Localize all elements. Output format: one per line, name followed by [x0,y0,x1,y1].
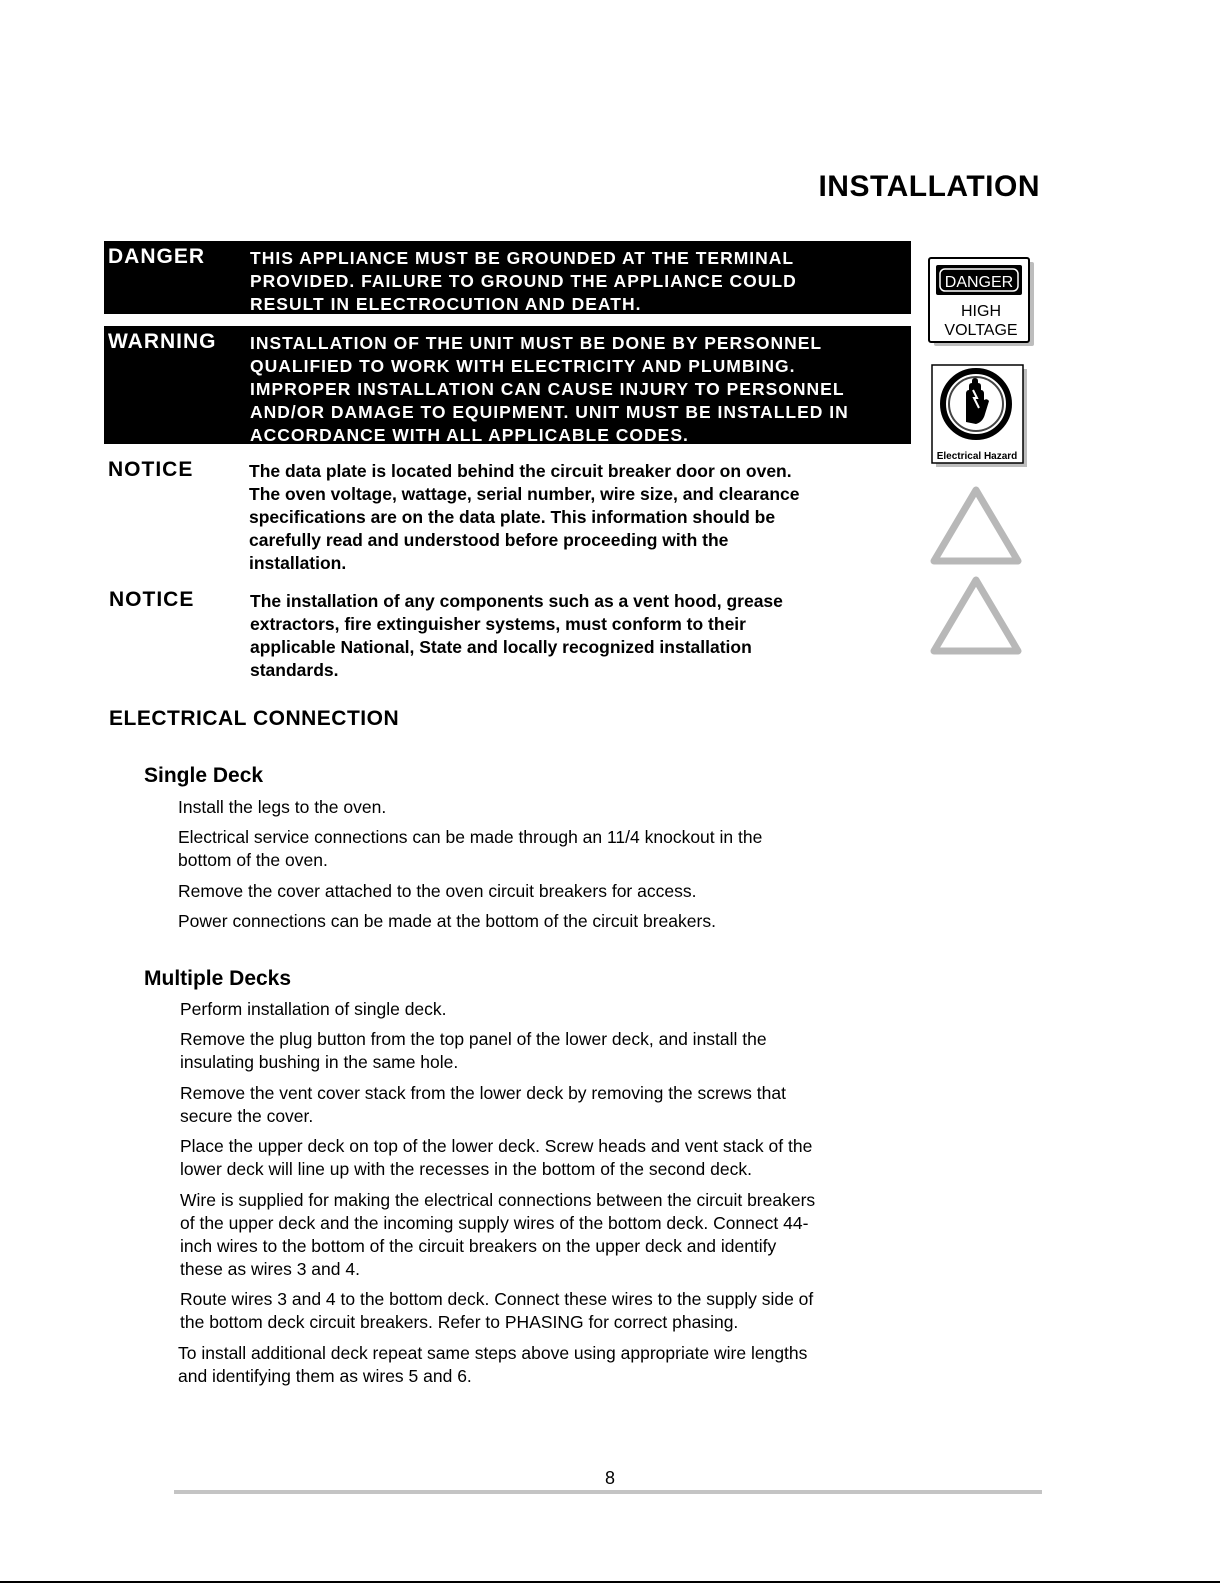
step-line: Remove the vent cover stack from the lower deck by removing the screws that [180,1083,786,1103]
step-line: lower deck will line up with the recesses in the bottom of the second deck. [180,1159,752,1179]
hazard-sign-caption: Electrical Hazard [936,451,1018,462]
step-line: and identifying them as wires 5 and 6. [178,1366,472,1386]
step-line: To install additional deck repeat same steps above using appropriate wire lengths [178,1343,808,1363]
warning-line: AND/OR DAMAGE TO EQUIPMENT. UNIT MUST BE INSTALLED IN [250,402,849,422]
section-heading-electrical: ELECTRICAL CONNECTION [109,707,400,730]
warning-line: INSTALLATION OF THE UNIT MUST BE DONE BY PERSONNEL [250,333,823,353]
notice-text [249,460,899,575]
step-line: insulating bushing in the same hole. [180,1052,459,1072]
notice-label: NOTICE [109,588,195,611]
single-deck-step [178,826,918,872]
multiple-decks-step [180,1082,920,1128]
single-deck-step [178,880,918,903]
danger-label: DANGER [108,245,206,268]
multiple-decks-step [180,1135,920,1181]
warning-triangle-icon [928,484,1024,566]
step-line: Place the upper deck on top of the lower deck. Screw heads and vent stack of the [180,1136,813,1156]
notice-line: The data plate is located behind the circuit breaker door on oven. [249,461,792,481]
warning-alert-box [104,326,911,444]
subheading-multiple-decks: Multiple Decks [144,967,292,990]
notice-line: specifications are on the data plate. This information should be [249,507,776,527]
danger-line: RESULT IN ELECTROCUTION AND DEATH. [250,294,642,314]
notice-line: The installation of any components such as a vent hood, grease [250,591,783,611]
step-line: Install the legs to the oven. [178,797,387,817]
step-line: Electrical service connections can be made through an 11/4 knockout in the [178,827,763,847]
warning-line: IMPROPER INSTALLATION CAN CAUSE INJURY TO PERSONNEL [250,379,845,399]
warning-text [250,332,900,447]
multiple-decks-step [180,1189,920,1281]
subheading-single-deck: Single Deck [144,764,264,787]
step-line: secure the cover. [180,1106,314,1126]
notice-line: standards. [250,660,339,680]
multiple-decks-step [180,1028,920,1074]
multiple-decks-step [178,1342,918,1388]
page-title: INSTALLATION [818,170,1040,203]
danger-line: THIS APPLIANCE MUST BE GROUNDED AT THE TERMINAL [250,248,795,268]
multiple-decks-step [180,998,920,1021]
notice-label: NOTICE [108,458,194,481]
step-line: these as wires 3 and 4. [180,1259,360,1279]
danger-sign-line2: VOLTAGE [944,322,1018,339]
single-deck-step [178,910,918,933]
warning-label: WARNING [108,330,217,353]
danger-sign-line1: HIGH [961,303,1001,320]
notice-line: installation. [249,553,347,573]
notice-line: The oven voltage, wattage, serial number, wire size, and clearance [249,484,800,504]
step-line: Remove the plug button from the top panel of the lower deck, and install the [180,1029,767,1049]
danger-line: PROVIDED. FAILURE TO GROUND THE APPLIANCE COULD [250,271,797,291]
danger-sign-badge: DANGER [944,274,1014,291]
electrical-hazard-sign-icon [929,364,1029,468]
warning-line: QUALIFIED TO WORK WITH ELECTRICITY AND PLUMBING. [250,356,796,376]
multiple-decks-step [180,1288,920,1334]
step-line: the bottom deck circuit breakers. Refer to PHASING for correct phasing. [180,1312,739,1332]
warning-line: ACCORDANCE WITH ALL APPLICABLE CODES. [250,425,689,445]
step-line: of the upper deck and the incoming supply wires of the bottom deck. Connect 44- [180,1213,809,1233]
step-line: Power connections can be made at the bottom of the circuit breakers. [178,911,716,931]
step-line: Wire is supplied for making the electrical connections between the circuit breakers [180,1190,816,1210]
danger-high-voltage-sign-icon [926,256,1038,348]
notice-line: extractors, fire extinguisher systems, must conform to their [250,614,746,634]
step-line: inch wires to the bottom of the circuit breakers on the upper deck and identify [180,1236,777,1256]
page-number: 8 [604,1468,615,1488]
notice-text [250,590,900,682]
danger-alert-box [104,241,911,314]
step-line: Perform installation of single deck. [180,999,447,1019]
single-deck-step [178,796,918,819]
danger-text [250,247,900,316]
notice-line: carefully read and understood before proceeding with the [249,530,729,550]
step-line: Remove the cover attached to the oven circuit breakers for access. [178,881,697,901]
notice-line: applicable National, State and locally recognized installation [250,637,752,657]
footer-divider [174,1490,1042,1494]
warning-triangle-icon [928,574,1024,656]
step-line: bottom of the oven. [178,850,328,870]
step-line: Route wires 3 and 4 to the bottom deck. Connect these wires to the supply side of [180,1289,814,1309]
